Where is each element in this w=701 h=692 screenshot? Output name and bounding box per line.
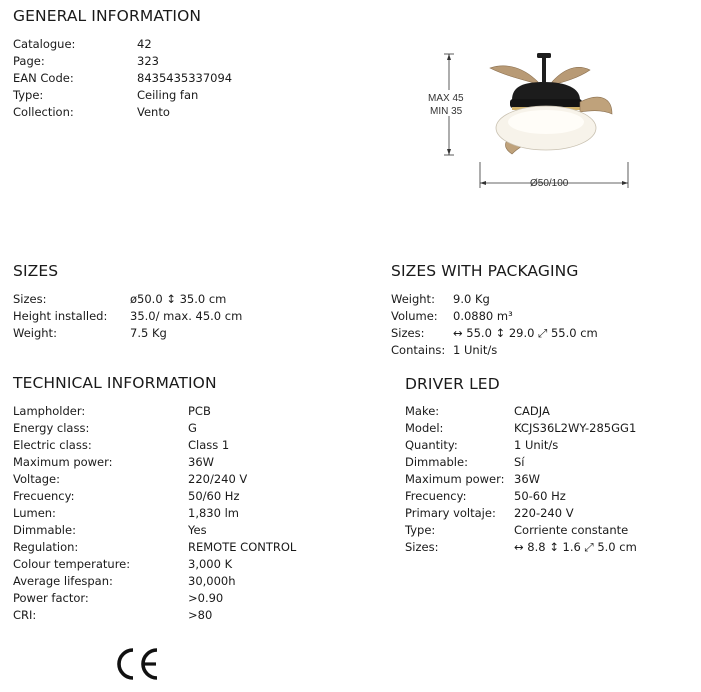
spec-row bbox=[13, 420, 353, 437]
spec-row bbox=[13, 291, 343, 308]
spec-value: Corriente constante bbox=[514, 523, 629, 537]
width-label: Ø50/100 bbox=[530, 178, 569, 189]
height-min-label: MIN 35 bbox=[430, 106, 463, 117]
spec-value: Sí bbox=[514, 455, 525, 469]
spec-value: 50-60 Hz bbox=[514, 489, 566, 503]
spec-value: 7.5 Kg bbox=[130, 326, 167, 340]
spec-value: >0.90 bbox=[188, 591, 224, 605]
technical-information-heading: TECHNICAL INFORMATION bbox=[13, 374, 217, 392]
spec-value: 220-240 V bbox=[514, 506, 574, 520]
spec-value: 0.0880 m³ bbox=[453, 309, 513, 323]
spec-value: ↔ 8.8 ↕ 1.6 ⤢ 5.0 cm bbox=[514, 540, 637, 554]
spec-row bbox=[391, 291, 691, 308]
spec-label: Average lifespan: bbox=[13, 574, 113, 588]
spec-label: Contains: bbox=[391, 343, 446, 357]
spec-label: EAN Code: bbox=[13, 71, 74, 85]
spec-label: Maximum power: bbox=[405, 472, 505, 486]
driver-led-heading: DRIVER LED bbox=[405, 375, 500, 393]
spec-value: ↔ 55.0 ↕ 29.0 ⤢ 55.0 cm bbox=[453, 326, 598, 340]
spec-row bbox=[13, 539, 353, 556]
packaging-heading: SIZES WITH PACKAGING bbox=[391, 262, 579, 280]
spec-row bbox=[13, 522, 353, 539]
spec-value: 8435435337094 bbox=[137, 71, 233, 85]
spec-row bbox=[13, 590, 353, 607]
sizes-heading: SIZES bbox=[13, 262, 59, 280]
spec-value: CADJA bbox=[514, 404, 550, 418]
spec-row bbox=[13, 505, 353, 522]
spec-row bbox=[391, 325, 691, 342]
spec-label: Primary voltaje: bbox=[405, 506, 496, 520]
spec-label: CRI: bbox=[13, 608, 37, 622]
spec-label: Electric class: bbox=[13, 438, 92, 452]
spec-label: Sizes: bbox=[391, 326, 425, 340]
spec-row bbox=[13, 53, 313, 70]
spec-row bbox=[405, 539, 695, 556]
spec-label: Colour temperature: bbox=[13, 557, 131, 571]
spec-label: Collection: bbox=[13, 105, 74, 119]
spec-value: Ceiling fan bbox=[137, 88, 199, 102]
spec-value: 36W bbox=[188, 455, 215, 469]
spec-row bbox=[13, 87, 313, 104]
spec-row bbox=[13, 36, 313, 53]
spec-label: Frecuency: bbox=[405, 489, 467, 503]
spec-label: Weight: bbox=[391, 292, 435, 306]
fan-icon bbox=[490, 53, 612, 154]
spec-value: Class 1 bbox=[188, 438, 230, 452]
spec-label: Lampholder: bbox=[13, 404, 86, 418]
spec-row bbox=[405, 437, 695, 454]
spec-row bbox=[13, 70, 313, 87]
spec-value: Yes bbox=[188, 523, 207, 537]
spec-label: Voltage: bbox=[13, 472, 61, 486]
spec-value: KCJS36L2WY-285GG1 bbox=[514, 421, 637, 435]
spec-row bbox=[405, 505, 695, 522]
spec-value: 1 Unit/s bbox=[453, 343, 498, 357]
spec-value: 1 Unit/s bbox=[514, 438, 559, 452]
spec-row bbox=[13, 607, 353, 624]
spec-value: 50/60 Hz bbox=[188, 489, 240, 503]
spec-row bbox=[405, 420, 695, 437]
spec-label: Type: bbox=[13, 88, 44, 102]
spec-label: Height installed: bbox=[13, 309, 108, 323]
spec-label: Lumen: bbox=[13, 506, 56, 520]
spec-row bbox=[405, 454, 695, 471]
spec-row bbox=[405, 522, 695, 539]
spec-row bbox=[13, 104, 313, 121]
spec-value: 1,830 lm bbox=[188, 506, 239, 520]
spec-value: Vento bbox=[137, 105, 170, 119]
spec-label: Weight: bbox=[13, 326, 57, 340]
spec-row bbox=[13, 573, 353, 590]
spec-row bbox=[13, 403, 353, 420]
spec-value: REMOTE CONTROL bbox=[188, 540, 297, 554]
spec-label: Type: bbox=[405, 523, 436, 537]
spec-label: Make: bbox=[405, 404, 440, 418]
spec-value: G bbox=[188, 421, 197, 435]
spec-value: 42 bbox=[137, 37, 152, 51]
spec-label: Page: bbox=[13, 54, 45, 68]
spec-row bbox=[405, 488, 695, 505]
spec-row bbox=[13, 437, 353, 454]
spec-row bbox=[391, 308, 691, 325]
spec-value: 220/240 V bbox=[188, 472, 248, 486]
spec-label: Energy class: bbox=[13, 421, 90, 435]
spec-label: Power factor: bbox=[13, 591, 89, 605]
height-max-label: MAX 45 bbox=[428, 93, 464, 104]
ce-mark-icon bbox=[113, 646, 161, 682]
spec-value: 323 bbox=[137, 54, 159, 68]
spec-value: >80 bbox=[188, 608, 213, 622]
spec-row bbox=[391, 342, 691, 359]
spec-row bbox=[13, 488, 353, 505]
ceiling-fan-drawing bbox=[420, 42, 635, 197]
spec-label: Catalogue: bbox=[13, 37, 76, 51]
spec-label: Frecuency: bbox=[13, 489, 75, 503]
spec-value: ø50.0 ↕ 35.0 cm bbox=[130, 292, 227, 306]
spec-label: Regulation: bbox=[13, 540, 79, 554]
spec-row bbox=[13, 454, 353, 471]
spec-row bbox=[13, 325, 343, 342]
spec-label: Sizes: bbox=[13, 292, 47, 306]
general-information-heading: GENERAL INFORMATION bbox=[13, 7, 202, 25]
spec-row bbox=[13, 308, 343, 325]
spec-label: Dimmable: bbox=[405, 455, 468, 469]
spec-value: 30,000h bbox=[188, 574, 236, 588]
spec-row bbox=[13, 556, 353, 573]
spec-label: Model: bbox=[405, 421, 444, 435]
spec-value: 3,000 K bbox=[188, 557, 233, 571]
spec-label: Maximum power: bbox=[13, 455, 113, 469]
spec-row bbox=[405, 403, 695, 420]
spec-value: PCB bbox=[188, 404, 211, 418]
spec-label: Sizes: bbox=[405, 540, 439, 554]
spec-label: Volume: bbox=[391, 309, 438, 323]
spec-label: Quantity: bbox=[405, 438, 458, 452]
spec-value: 36W bbox=[514, 472, 541, 486]
spec-value: 9.0 Kg bbox=[453, 292, 490, 306]
spec-row bbox=[405, 471, 695, 488]
spec-value: 35.0/ max. 45.0 cm bbox=[130, 309, 243, 323]
spec-label: Dimmable: bbox=[13, 523, 76, 537]
spec-row bbox=[13, 471, 353, 488]
